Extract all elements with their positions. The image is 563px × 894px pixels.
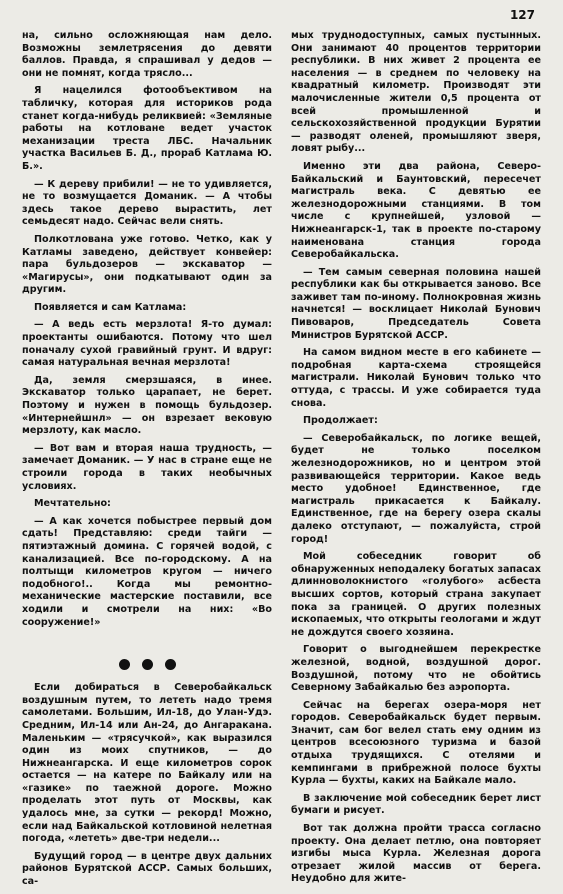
section-separator-dots — [22, 659, 272, 670]
paragraph: Продолжает: — [303, 415, 378, 427]
paragraph: Если добираться в Северобайкальск воздушным путем, то лететь надо тремя самолетами. Большим, Ил-18, до Улан-Удэ. Средним, Ил-14 или Ан-24, до Ангаракана. Маленьким — «трясучкой», как выразился один из моих спутников, — до Нижнеангарска. И еще километров сорок остается — на катере по Байкалу или на «газике» по таежной дороге. Можно проделать этот путь от Москвы, как удалось мне, за сутки — рекорд! Можно, если над Байкальской котловиной нелетная погода, «лететь» две-три недели... — [22, 682, 272, 845]
paragraph: Вот так должна пройти трасса согласно проекту. Она делает петлю, она повторяет изгибы мыса Курла. Железная дорога отрезает жилой массив от берега. Неудобно для жите- — [291, 823, 541, 885]
paragraph: — Тем самым северная половина нашей республики как бы открывается заново. Все заживет там по-иному. Полнокровная жизнь начнется! — восклицает Николай Бунович Пивоваров, Председатель Совета Министров Бурятской АССР. — [291, 266, 541, 341]
paragraph: Именно эти два района, Северо-Байкальский и Баунтовский, пересечет магистраль века. С девятью ее железнодорожными станциями. В том числе с крупнейшей, узловой — Нижнеангарск-1, так в проекте по-старому наименована станция города Северобайкальска. — [291, 160, 541, 261]
separator-dot — [142, 659, 153, 670]
paragraph: Сейчас на берегах озера-моря нет городов. Северобайкальск будет первым. Значит, сам бог велел стать ему одним из центров всесоюзного туризма и базой отдыха трудящихся. С отелями и кемпингами в прибрежной полосе бухты Курла — бухты, каких на Байкале мало. — [291, 699, 541, 787]
paragraph: Я нацелился фотообъективом на табличку, которая для историков рода станет когда-нибудь реликвией: «Земляные работы на котловане ведет участок механизации треста ЛБС. Начальник участка Васильев Б. Д., прораб Катлама Ю. Б.». — [22, 85, 272, 172]
paragraph: — Вот вам и вторая наша трудность, — замечает Доманик. — У нас в стране еще не строили города в таких необычных условиях. — [22, 442, 272, 492]
paragraph: — А как хочется побыстрее первый дом сдать! Представляю: среди тайги — пятиэтажный домина. С горячей водой, с канализацией. Все по-городскому. А на полтыщи километров кругом — ничего подобного!.. Когда мы ремонтно-механические мастерские поставили, все ходили и смотрели на них: «Во сооружение!» — [22, 515, 272, 628]
right-column — [291, 30, 541, 891]
paragraph: Мечтательно: — [34, 498, 111, 510]
paragraph: Будущий город — в центре двух дальних районов Бурятской АССР. Самых больших, са- — [22, 850, 272, 888]
paragraph: Да, земля смерзшаяся, в инее. Экскаватор только царапает, не берет. Поэтому и нужен в помощь бульдозер. «Интернейшнл» — он взрезает вековую мерзлоту, как масло. — [22, 374, 272, 437]
separator-dot — [119, 659, 130, 670]
left-column — [22, 30, 272, 894]
separator-dot — [165, 659, 176, 670]
paragraph: Говорит о выгоднейшем перекрестке железной, водной, воздушной дорог. Воздушной, потому что не обойтись Северному Забайкалью без аэропорта. — [291, 644, 541, 694]
paragraph: Мой собеседник говорит об обнаруженных неподалеку богатых запасах длинноволокнистого «голубого» асбеста высших сортов, который страна закупает пока за границей. О других полезных ископаемых, что открыты геологами и ждут не дождутся своего хозяина. — [291, 551, 541, 638]
paragraph: В заключение мой собеседник берет лист бумаги и рисует. — [291, 792, 541, 817]
paragraph: мых труднодоступных, самых пустынных. Они занимают 40 процентов территории республики. В них живет 2 процента ее населения — в среднем по человеку на квадратный километр. Производят эти малочисленные жители 0,5 процента от всей промышленной и сельскохозяйственной продукции Бурятии — разводят оленей, промышляют зверя, ловят рыбу... — [291, 30, 541, 155]
page-number: 127 — [509, 8, 535, 22]
paragraph: — К дереву прибили! — не то удивляется, не то возмущается Доманик. — А чтобы здесь такое дерево вырастить, лет семьдесят надо. Сейчас вели снять. — [22, 178, 272, 228]
paragraph: — Северобайкальск, по логике вещей, будет не только поселком железнодорожников, но и центром этой развивающейся территории. Какое ведь место удобное! Единственное, где магистраль прикасается к Байкалу. Единственное, где на берегу озера скалы далеко отступают, — пожалуйста, строй город! — [291, 432, 541, 545]
paragraph: — А ведь есть мерзлота! Я-то думал: проектанты ошибаются. Потому что шел поначалу сухой гравийный грунт. И вдруг: самая натуральная вечная мерзлота! — [22, 319, 272, 369]
paragraph: На самом видном месте в его кабинете — подробная карта-схема строящейся магистрали. Николай Бунович только что оттуда, с трассы. И уже собирается туда снова. — [291, 347, 541, 409]
paragraph: Появляется и сам Катлама: — [34, 301, 187, 313]
paragraph: Полкотлована уже готово. Четко, как у Катламы заведено, действует конвейер: пара бульдозеров — экскаватор — «Магирусы», они подкатывают один за другим. — [22, 233, 272, 296]
paragraph: на, сильно осложняющая нам дело. Возможны землетрясения до девяти баллов. Правда, я спрашивал у дедов — они не помнят, когда трясло... — [22, 30, 272, 79]
